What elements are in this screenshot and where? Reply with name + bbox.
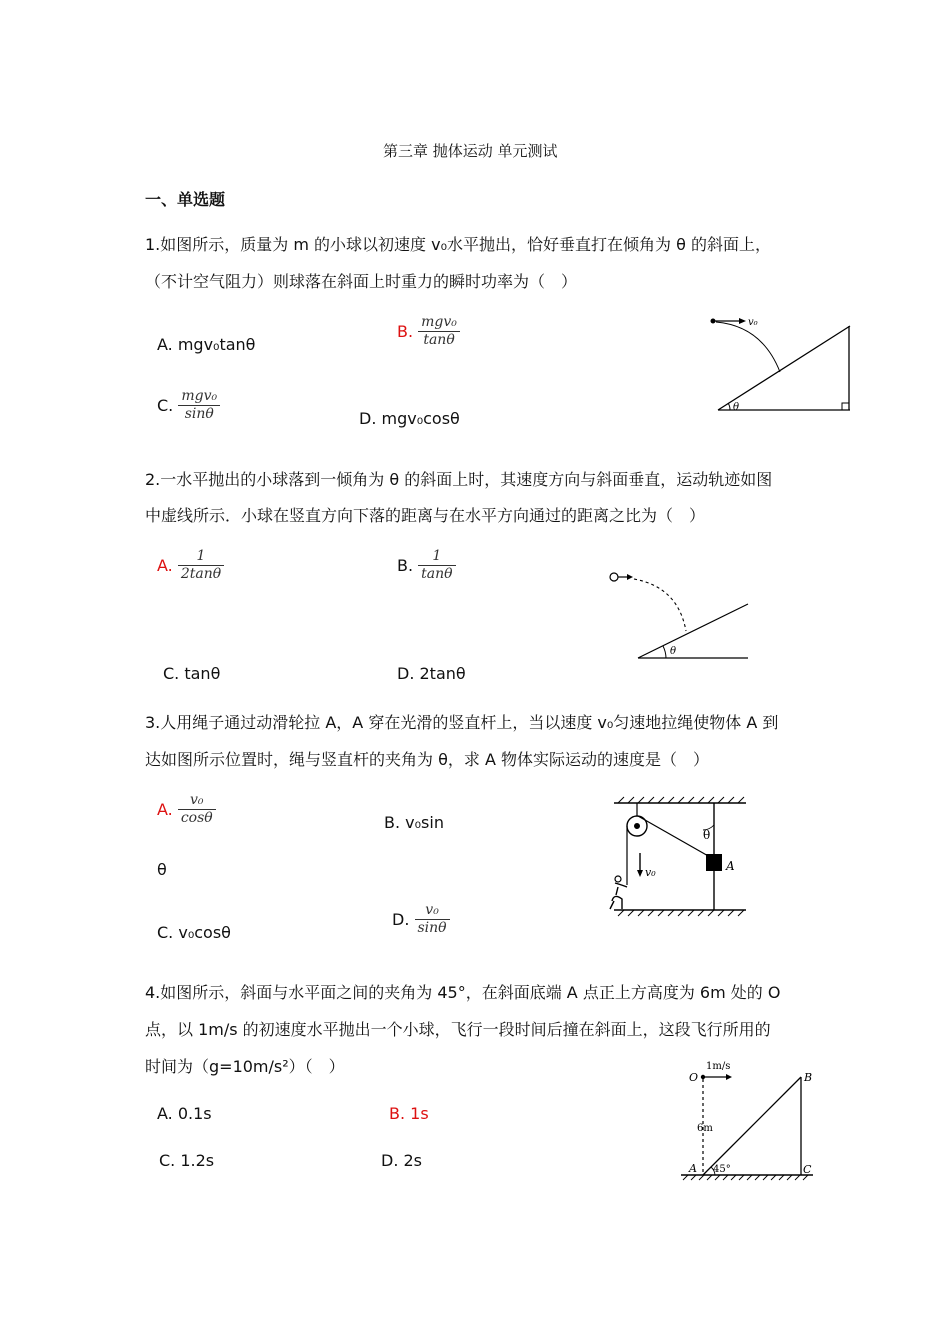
q3-option-d	[392, 902, 450, 937]
q3-option-a-fraction	[178, 792, 216, 827]
q2-option-a-label: A.	[157, 556, 173, 575]
q4-option-b: B. 1s	[389, 1104, 429, 1123]
q4-fig-B: B	[804, 1071, 813, 1084]
q3-fig-theta: θ	[703, 828, 711, 842]
q1-b-denominator: tanθ	[423, 332, 455, 348]
q3-option-c: C. v₀cosθ	[157, 923, 231, 942]
q1-fig-v-label: v₀	[748, 317, 758, 328]
q2-option-a-fraction	[178, 548, 224, 583]
q1-c-denominator: sinθ	[184, 406, 214, 422]
q3-fig-block-label: A	[726, 859, 735, 873]
q1-stem-line1: 1.如图所示，质量为 m 的小球以初速度 v₀水平抛出，恰好垂直打在倾角为 θ 的斜面上，	[145, 235, 771, 254]
q4-fig-A: A	[689, 1162, 697, 1175]
q3-option-b-wrap: θ	[157, 860, 167, 879]
q1-figure	[700, 310, 860, 420]
q2-option-a	[157, 548, 224, 583]
q1-option-c-label: C.	[157, 396, 174, 415]
q4-fig-C: C	[803, 1163, 812, 1176]
q2-option-b-label: B.	[397, 556, 414, 575]
q1-option-d: D. mgv₀cosθ	[359, 409, 460, 428]
q4-option-c: C. 1.2s	[159, 1151, 215, 1170]
q4-figure	[675, 1055, 820, 1187]
q1-option-b	[397, 314, 460, 349]
q1-option-c-fraction	[178, 388, 220, 423]
q3-a-denominator: cosθ	[180, 810, 213, 826]
q1-stem-line2: （不计空气阻力）则球落在斜面上时重力的瞬时功率为（ ）	[145, 272, 578, 291]
q3-fig-v-label: v₀	[645, 866, 656, 879]
q4-fig-angle: 45°	[713, 1164, 731, 1175]
q2-a-numerator: 1	[178, 548, 224, 566]
q1-fig-theta: θ	[733, 402, 740, 413]
q4-fig-O: O	[689, 1071, 699, 1084]
q4-fig-speed: 1m/s	[706, 1061, 731, 1072]
q4-stem-line3: 时间为（g=10m/s²）（ ）	[145, 1057, 345, 1076]
q3-stem-line1: 3.人用绳子通过动滑轮拉 A，A 穿在光滑的竖直杆上，当以速度 v₀匀速地拉绳使物体 A 到	[145, 713, 779, 732]
q2-b-numerator: 1	[418, 548, 455, 566]
q4-fig-height: 6m	[697, 1123, 713, 1134]
q3-a-numerator: v₀	[178, 792, 216, 810]
q2-option-b	[397, 548, 456, 583]
q2-figure	[600, 565, 760, 665]
q1-c-numerator: mgv₀	[178, 388, 220, 406]
q1-option-c	[157, 388, 220, 423]
q2-fig-theta: θ	[670, 646, 677, 657]
q1-option-a: A. mgv₀tanθ	[157, 335, 256, 354]
q3-stem-line2: 达如图所示位置时，绳与竖直杆的夹角为 θ，求 A 物体实际运动的速度是（ ）	[145, 750, 709, 769]
page-title: 第三章 抛体运动 单元测试	[383, 142, 558, 160]
q3-d-denominator: sinθ	[417, 920, 447, 936]
q2-stem-line1: 2.一水平抛出的小球落到一倾角为 θ 的斜面上时，其速度方向与斜面垂直，运动轨迹如图	[145, 470, 773, 489]
q1-option-b-label: B.	[397, 322, 414, 341]
q4-stem-line1: 4.如图所示，斜面与水平面之间的夹角为 45°，在斜面底端 A 点正上方高度为 6m 处的 O	[145, 983, 781, 1002]
q1-b-numerator: mgv₀	[418, 314, 460, 332]
q3-option-a-label: A.	[157, 800, 173, 819]
q2-option-d: D. 2tanθ	[397, 664, 466, 683]
q2-a-denominator: 2tanθ	[180, 566, 222, 582]
q2-option-b-fraction	[418, 548, 455, 583]
q3-figure	[600, 795, 760, 920]
q4-option-a: A. 0.1s	[157, 1104, 212, 1123]
q3-option-d-label: D.	[392, 910, 410, 929]
q2-option-c: C. tanθ	[163, 664, 221, 683]
q4-option-d: D. 2s	[381, 1151, 423, 1170]
section-heading: 一、单选题	[145, 190, 226, 209]
q3-d-numerator: v₀	[415, 902, 450, 920]
q4-stem-line2: 点，以 1m/s 的初速度水平抛出一个小球，飞行一段时间后撞在斜面上，这段飞行所用的	[145, 1020, 771, 1039]
q3-option-d-fraction	[415, 902, 450, 937]
q3-option-b: B. v₀sin	[384, 813, 444, 832]
q2-stem-line2: 中虚线所示．小球在竖直方向下落的距离与在水平方向通过的距离之比为（ ）	[145, 506, 706, 525]
q3-option-a	[157, 792, 216, 827]
q1-option-b-fraction	[418, 314, 460, 349]
q2-b-denominator: tanθ	[421, 566, 453, 582]
